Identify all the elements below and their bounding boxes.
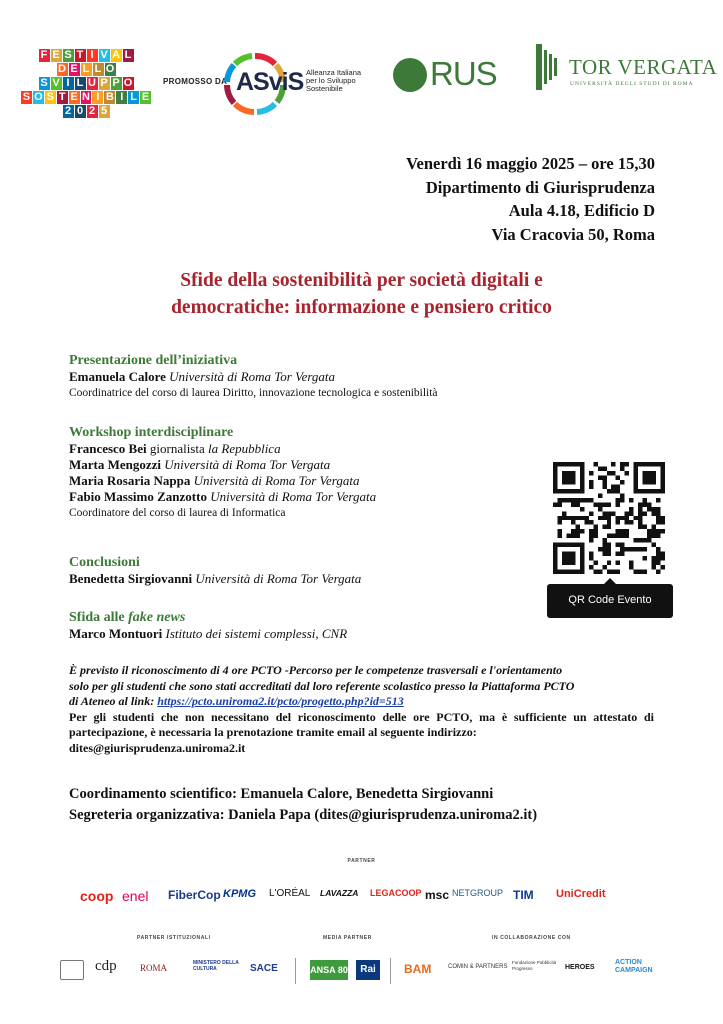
partner-logo-kpmg: KPMG [223, 888, 256, 900]
festival-letter-tile: L [75, 77, 86, 90]
divider [295, 958, 296, 984]
festival-row-1 [21, 49, 151, 62]
scientific-coordination: Coordinamento scientifico: Emanuela Calore, Benedetta Sirgiovanni [69, 786, 494, 802]
speaker-affiliation: Università di Roma Tor Vergata [210, 489, 377, 504]
media-partner-label: MEDIA PARTNER [323, 935, 372, 941]
section-presentazione [69, 353, 438, 401]
festival-letter-tile: I [63, 77, 74, 90]
speaker-affiliation: Istituto dei sistemi complessi, CNR [165, 626, 348, 641]
festival-row-3 [21, 77, 151, 90]
event-info [406, 152, 655, 246]
speaker-description: Coordinatrice del corso di laurea Diritto, innovazione tecnologica e sostenibilità [69, 387, 438, 399]
collab-logo-bam: BAM [404, 962, 432, 976]
festival-letter-tile: P [100, 77, 108, 89]
festival-letter-tile: E [70, 91, 78, 103]
event-title [0, 267, 723, 321]
section-heading [69, 610, 347, 626]
festival-letter-tile: S [40, 77, 48, 89]
institution-logo-roma: ROMA [140, 963, 168, 973]
collab-logo-pubblicita-progresso: Fondazione Pubblicità Progresso [512, 960, 557, 971]
festival-row-4 [21, 91, 151, 104]
festival-row-2 [21, 63, 151, 76]
festival-letter-tile: 2 [63, 105, 74, 118]
qr-code[interactable] [553, 462, 665, 574]
qr-code-label: QR Code Evento [547, 584, 673, 618]
festival-letter-tile: F [39, 49, 50, 62]
speaker-name: Benedetta Sirgiovanni [69, 571, 193, 586]
festival-letter-tile: V [52, 77, 60, 89]
speaker-name: Fabio Massimo Zanzotto [69, 489, 207, 504]
festival-letter-tile: B [105, 91, 114, 103]
speaker-name: Marco Montuori [69, 626, 163, 641]
media-logo-rai: Rai [356, 960, 380, 980]
festival-letter-tile: E [52, 49, 60, 61]
rus-logo-text: RUS [430, 55, 497, 92]
speaker-affiliation: Università di Roma Tor Vergata [164, 457, 331, 472]
heading-part: Sfida alle [69, 610, 125, 625]
festival-letter-tile: T [75, 49, 86, 62]
coordination [69, 784, 537, 826]
event-department: Dipartimento di Giurisprudenza [425, 177, 655, 197]
section-heading: Workshop interdisciplinare [69, 425, 234, 440]
collab-logo-action-campaign: ACTION CAMPAIGN [615, 959, 653, 974]
event-title-line-2: democratiche: informazione e pensiero critico [171, 297, 552, 318]
section-heading: Presentazione dell’iniziativa [69, 353, 238, 368]
festival-row-5 [21, 105, 151, 118]
pcto-link[interactable]: https://pcto.uniroma2.it/pcto/progetto.php?id=513 [157, 694, 404, 708]
partner-label: PARTNER [347, 858, 376, 864]
speaker-name: Maria Rosaria Nappa [69, 473, 191, 488]
partner-logo-coop: coop [80, 888, 114, 904]
pcto-notes [69, 663, 654, 756]
speaker-affiliation: Università di Roma Tor Vergata [169, 369, 336, 384]
pcto-line-3: di Ateneo al link: [69, 694, 155, 708]
festival-letter-tile: I [87, 49, 98, 62]
asvis-subtitle: Alleanza Italiana per lo Sviluppo Sostenibile [306, 68, 362, 93]
festival-letter-tile: O [34, 91, 43, 103]
festival-letter-tile: I [92, 91, 103, 104]
institution-emblem-icon [60, 960, 84, 980]
festival-letter-tile: L [123, 49, 134, 62]
event-date: Venerdì 16 maggio 2025 – ore 15,30 [406, 154, 655, 173]
speaker-affiliation: la Repubblica [208, 441, 281, 456]
collab-logo-heroes: HEROES [565, 964, 595, 971]
heading-part-italic: fake news [128, 610, 186, 625]
promosso-da-label: PROMOSSO DA [163, 77, 228, 86]
speaker-description: Coordinatore del corso di laurea di Informatica [69, 507, 286, 519]
festival-letter-tile: 0 [75, 105, 86, 118]
festival-letter-tile: N [82, 91, 90, 103]
partner-logo-msc: msc [425, 888, 450, 902]
partner-logo-unicredit: UniCredit [556, 888, 606, 900]
festival-letter-tile: L [128, 91, 139, 104]
secretariat: Segreteria organizzativa: Daniela Papa (dites@giurisprudenza.uniroma2.it) [69, 807, 538, 823]
institution-logo-cdp: cdp [95, 958, 117, 974]
speaker-name: Emanuela Calore [69, 369, 166, 384]
speaker-name: Francesco Bei [69, 441, 147, 456]
partner-logo-tim: TIM [513, 888, 534, 902]
festival-letter-tile: I [116, 91, 127, 104]
booking-text: Per gli studenti che non necessitano del riconoscimento delle ore PCTO, ma è sufficiente un attestato di partecipazione, è necessaria la prenotazione tramite email al seguente indirizzo: [69, 709, 654, 739]
divider [390, 958, 391, 984]
festival-letter-tile: A [112, 49, 120, 61]
section-conclusioni [69, 555, 361, 587]
festival-letter-tile: 2 [87, 105, 98, 118]
festival-letter-tile: 5 [99, 105, 110, 118]
media-logo-ansa: ANSA 80 [310, 960, 348, 980]
collab-label: IN COLLABORAZIONE CON [492, 935, 571, 941]
partner-logo-legacoop: LEGACOOP [370, 888, 422, 898]
institution-logo-sace: SACE [250, 963, 278, 974]
festival-letter-tile: S [22, 91, 31, 103]
festival-letter-tile: L [93, 63, 104, 76]
pcto-line-1: È previsto il riconoscimento di 4 ore PCTO -Percorso per le competenze trasversali e l'orientamento [69, 663, 563, 677]
festival-letter-tile: E [70, 63, 78, 75]
festival-letter-tile: D [58, 63, 66, 75]
partner-logo-fibercop: FiberCop [168, 888, 221, 902]
tor-vergata-text: TOR VERGATA [569, 55, 718, 79]
section-heading: Conclusioni [69, 555, 140, 570]
institutional-partner-label: PARTNER ISTITUZIONALI [137, 935, 211, 941]
partner-logo-netgroup: NETGROUP [452, 888, 504, 898]
asvis-name: ASviS [236, 68, 304, 96]
partner-logo-lavazza: LAVAZZA [320, 888, 359, 898]
festival-letter-tile: O [123, 77, 133, 89]
section-sfida [69, 610, 347, 642]
booking-email[interactable]: dites@giurisprudenza.uniroma2.it [69, 740, 246, 755]
event-room: Aula 4.18, Edificio D [508, 201, 655, 220]
festival-letter-tile: P [112, 77, 120, 89]
festival-letter-tile: E [141, 91, 150, 103]
festival-letter-tile: S [64, 49, 72, 61]
institution-logo-ministero: MINISTERO DELLA CULTURA [193, 960, 239, 972]
festival-letter-tile: T [57, 91, 68, 104]
event-address: Via Cracovia 50, Roma [491, 224, 655, 244]
pcto-line-2: solo per gli studenti che sono stati accreditati dal loro referente scolastico presso la Piattaforma PCTO [69, 678, 575, 693]
festival-letter-tile: S [46, 91, 54, 103]
speaker-affiliation: Università di Roma Tor Vergata [193, 473, 360, 488]
speaker-role: giornalista [149, 441, 205, 456]
section-workshop [69, 425, 376, 521]
festival-letter-tile: L [81, 63, 92, 76]
rus-leaf-icon [393, 58, 427, 92]
festival-logo [21, 49, 151, 119]
partner-logos-row [80, 888, 610, 908]
tor-vergata-mark-icon [536, 44, 558, 90]
collab-logo-comin: COMIN & PARTNERS [448, 964, 508, 970]
speaker-name: Marta Mengozzi [69, 457, 162, 472]
partner-logo-enel: enel [122, 888, 149, 904]
institutional-logos-row [60, 958, 660, 988]
festival-letter-tile: V [100, 49, 108, 61]
speaker-affiliation: Università di Roma Tor Vergata [195, 571, 362, 586]
event-title-line-1: Sfide della sostenibilità per società digitali e [180, 270, 543, 291]
festival-letter-tile: U [88, 77, 96, 89]
tor-vergata-subtitle: UNIVERSITÀ DEGLI STUDI DI ROMA [570, 81, 694, 87]
festival-letter-tile: O [105, 63, 115, 75]
partner-logo-loreal: L'ORÉAL [269, 888, 311, 899]
